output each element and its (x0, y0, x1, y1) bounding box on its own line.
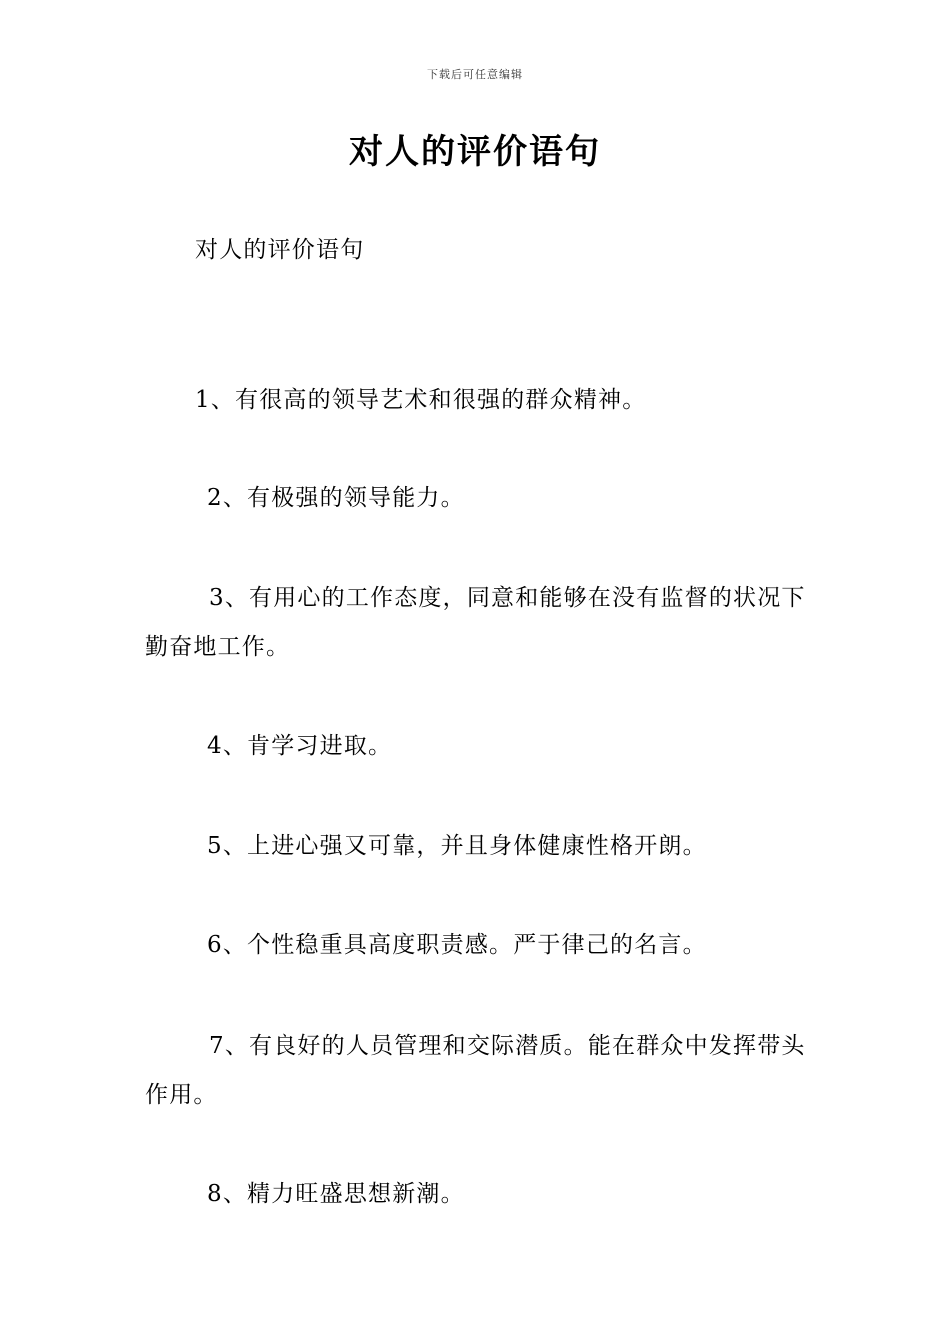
paragraph-3: 3、有用心的工作态度，同意和能够在没有监督的状况下勤奋地工作。 (145, 585, 806, 660)
paragraph-7: 7、有良好的人员管理和交际潜质。能在群众中发挥带头作用。 (145, 1033, 806, 1108)
paragraph-4: 4、肯学习进取。 (207, 733, 393, 759)
paragraph-8: 8、精力旺盛思想新潮。 (207, 1181, 465, 1207)
paragraph-1: 1、有很高的领导艺术和很强的群众精神。 (195, 387, 647, 413)
document-subtitle: 对人的评价语句 (195, 237, 365, 263)
page-title: 对人的评价语句 (349, 132, 601, 172)
paragraph-2: 2、有极强的领导能力。 (207, 485, 465, 511)
paragraph-6: 6、个性稳重具高度职责感。严于律己的名言。 (207, 932, 707, 958)
header-note: 下载后可任意编辑 (427, 68, 523, 81)
paragraph-5: 5、上进心强又可靠，并且身体健康性格开朗。 (207, 833, 707, 859)
